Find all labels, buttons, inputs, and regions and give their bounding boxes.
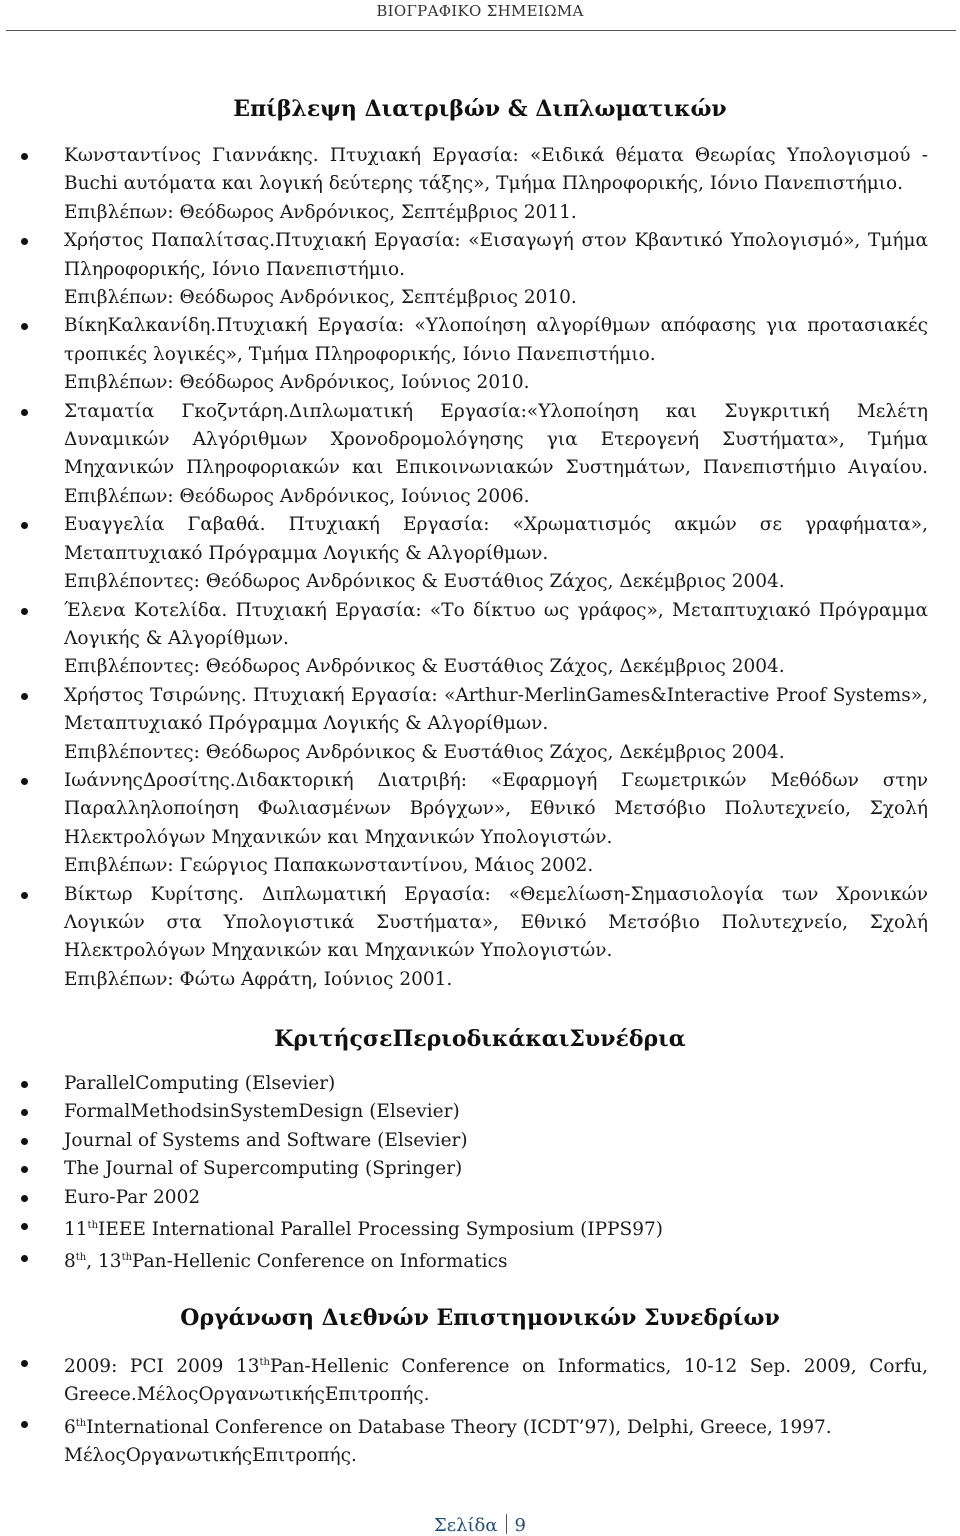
item-line: Επιβλέποντες: Θεόδωρος Ανδρόνικος & Ευστάθιος Ζάχος, Δεκέμβριος 2004. — [64, 741, 785, 763]
ordinal-suffix: th — [87, 1220, 99, 1232]
ordinal-number: 11 — [64, 1219, 88, 1241]
item-line: Επιβλέπων: Θεόδωρος Ανδρόνικος, Σεπτέμβριος 2011. — [64, 201, 577, 223]
list-item — [0, 312, 960, 397]
list-item — [0, 1212, 960, 1244]
item-line: Λογικής & Αλγορίθμων. — [64, 627, 289, 649]
item-line: Πληροφορικής, Ιόνιο Πανεπιστήμιο. — [64, 258, 406, 280]
item-line: Επιβλέπων: Φώτω Αφράτη, Ιούνιος 2001. — [64, 968, 453, 990]
line-text: International Conference on Database Theory (ICDT’97), Delphi, Greece, 1997. — [86, 1416, 832, 1438]
list-item — [0, 1410, 960, 1471]
item-line — [64, 1410, 928, 1442]
header-divider — [6, 30, 956, 31]
item-line: τροπικές λογικές», Τμήμα Πληροφορικής, Ιόνιο Πανεπιστήμιο. — [64, 343, 656, 365]
list-item — [0, 1349, 960, 1410]
ordinal-suffix: th — [259, 1357, 270, 1368]
journal-name: ParallelComputing (Elsevier) — [64, 1073, 336, 1094]
journal-name: The Journal of Supercomputing (Springer) — [64, 1158, 463, 1180]
section-title-supervision: Επίβλεψη Διατριβών & Διπλωματικών — [233, 96, 727, 122]
list-item — [0, 1098, 960, 1126]
item-line: Buchi αυτόματα και λογική δεύτερης τάξης», Τμήμα Πληροφορικής, Ιόνιο Πανεπιστήμιο. — [64, 173, 904, 195]
item-line: Σταματία Γκοζντάρη.Διπλωματική Εργασία:«Υλοποίηση και Συγκριτική Μελέτη — [64, 400, 928, 422]
ordinal-suffix: th — [75, 1417, 87, 1429]
reviewer-list — [0, 1070, 960, 1277]
item-line: Μεταπτυχιακό Πρόγραμμα Λογικής & Αλγορίθμων. — [64, 713, 549, 735]
item-line: Επιβλέποντες: Θεόδωρος Ανδρόνικος & Ευστάθιος Ζάχος, Δεκέμβριος 2004. — [64, 656, 785, 678]
footer-divider — [506, 1514, 507, 1534]
list-item — [0, 1155, 960, 1183]
ordinal-number: 8 — [64, 1251, 76, 1273]
ordinal-number: 6 — [64, 1416, 76, 1438]
page-label: Σελίδα — [434, 1515, 498, 1536]
item-line: Ευαγγελία Γαβαθά. Πτυχιακή Εργασία: «Χρωματισμός ακμών σε γραφήματα», — [64, 514, 928, 536]
list-item — [0, 597, 960, 682]
item-line: Ηλεκτρολόγων Μηχανικών και Μηχανικών Υπολογιστών. — [64, 940, 613, 962]
item-line: Ηλεκτρολόγων Μηχανικών και Μηχανικών Υπολογιστών. — [64, 826, 613, 848]
item-line: Μεταπτυχιακό Πρόγραμμα Λογικής & Αλγορίθμων. — [64, 542, 549, 564]
running-header: ΒΙΟΓΡΑΦΙΚΟ ΣΗΜΕΙΩΜΑ — [376, 2, 584, 20]
item-line: ΜέλοςΟργανωτικήςΕπιτροπής. — [64, 1445, 357, 1467]
conference-name: IEEE International Parallel Processing Symposium (IPPS97) — [98, 1219, 663, 1241]
item-line: Επιβλέπων: Θεόδωρος Ανδρόνικος, Σεπτέμβριος 2010. — [64, 287, 577, 309]
item-line: Επιβλέπων: Θεόδωρος Ανδρόνικος, Ιούνιος 2010. — [64, 372, 530, 394]
item-line: Παραλληλοποίηση Φωλιασμένων Βρόγχων», Εθνικό Μετσόβιο Πολυτεχνείο, Σχολή — [64, 798, 928, 820]
journal-name: Journal of Systems and Software (Elsevier) — [64, 1129, 468, 1151]
line-text: 2009: PCI 2009 13 — [64, 1356, 260, 1377]
item-line: Επιβλέπων: Γεώργιος Παπακωνσταντίνου, Μάιος 2002. — [64, 855, 594, 877]
section-title-organization: Οργάνωση Διεθνών Επιστημονικών Συνεδρίων — [180, 1305, 780, 1331]
journal-name: FormalMethodsinSystemDesign (Elsevier) — [64, 1101, 460, 1123]
item-line: Βίκτωρ Κυρίτσης. Διπλωματική Εργασία: «Θεμελίωση-Σημασιολογία των Χρονικών — [64, 883, 928, 905]
list-item — [0, 1184, 960, 1212]
list-item — [0, 767, 960, 881]
item-line: Χρήστος Παπαλίτσας.Πτυχιακή Εργασία: «Εισαγωγή στον Κβαντικό Υπολογισμό», Τμήμα — [64, 230, 928, 252]
item-line: Μηχανικών Πληροφοριακών και Επικοινωνιακών Συστημάτων, Πανεπιστήμιο Αιγαίου. — [64, 457, 928, 479]
item-line: Επιβλέποντες: Θεόδωρος Ανδρόνικος & Ευστάθιος Ζάχος, Δεκέμβριος 2004. — [64, 571, 785, 593]
supervision-list — [0, 142, 960, 994]
conference-name: Euro-Par 2002 — [64, 1186, 201, 1208]
page-number: 9 — [514, 1515, 526, 1536]
list-item — [0, 682, 960, 767]
item-line: Έλενα Κοτελίδα. Πτυχιακή Εργασία: «Το δίκτυο ως γράφος», Μεταπτυχιακό Πρόγραμμα — [64, 599, 928, 621]
item-line: Χρήστος Τσιρώνης. Πτυχιακή Εργασία: «Arthur-MerlinGames&Interactive Proof Systems», — [64, 684, 928, 706]
ordinal-suffix: th — [121, 1252, 133, 1264]
list-item — [0, 1127, 960, 1155]
item-line: ΒίκηΚαλκανίδη.Πτυχιακή Εργασία: «Υλοποίηση αλγορίθμων απόφασης για προτασιακές — [64, 315, 928, 337]
ordinal-suffix: th — [75, 1252, 87, 1264]
list-item — [0, 142, 960, 227]
page-footer — [0, 1514, 960, 1536]
list-item — [0, 398, 960, 512]
item-line: Επιβλέπων: Θεόδωρος Ανδρόνικος, Ιούνιος 2006. — [64, 485, 530, 507]
list-item — [0, 881, 960, 995]
conference-name: Pan-Hellenic Conference on Informatics — [132, 1251, 508, 1273]
ordinal-number: , 13 — [86, 1251, 122, 1273]
list-item — [0, 227, 960, 312]
list-item — [0, 1070, 960, 1098]
line-text: Pan-Hellenic Conference on Informatics, 10-12 Sep. 2009, Corfu, — [270, 1356, 928, 1377]
list-item — [0, 1244, 960, 1276]
list-item — [0, 511, 960, 596]
organization-list — [0, 1349, 960, 1471]
item-line: Κωνσταντίνος Γιαννάκης. Πτυχιακή Εργασία: «Ειδικά θέματα Θεωρίας Υπολογισμού - — [64, 145, 928, 166]
item-line: ΙωάννηςΔροσίτης.Διδακτορική Διατριβή: «Εφαρμογή Γεωμετρικών Μεθόδων στην — [64, 769, 928, 791]
item-line: Λογικών στα Υπολογιστικά Συστήματα», Εθνικό Μετσόβιο Πολυτεχνείο, Σχολή — [64, 911, 928, 933]
item-line: Δυναμικών Αλγόριθμων Χρονοδρομολόγησης για Ετερογενή Συστήματα», Τμήμα — [64, 429, 928, 451]
item-line: Greece.ΜέλοςΟργανωτικήςΕπιτροπής. — [64, 1384, 430, 1406]
section-title-reviewer: ΚριτήςσεΠεριοδικάκαιΣυνέδρια — [274, 1026, 686, 1052]
item-line — [64, 1349, 928, 1381]
